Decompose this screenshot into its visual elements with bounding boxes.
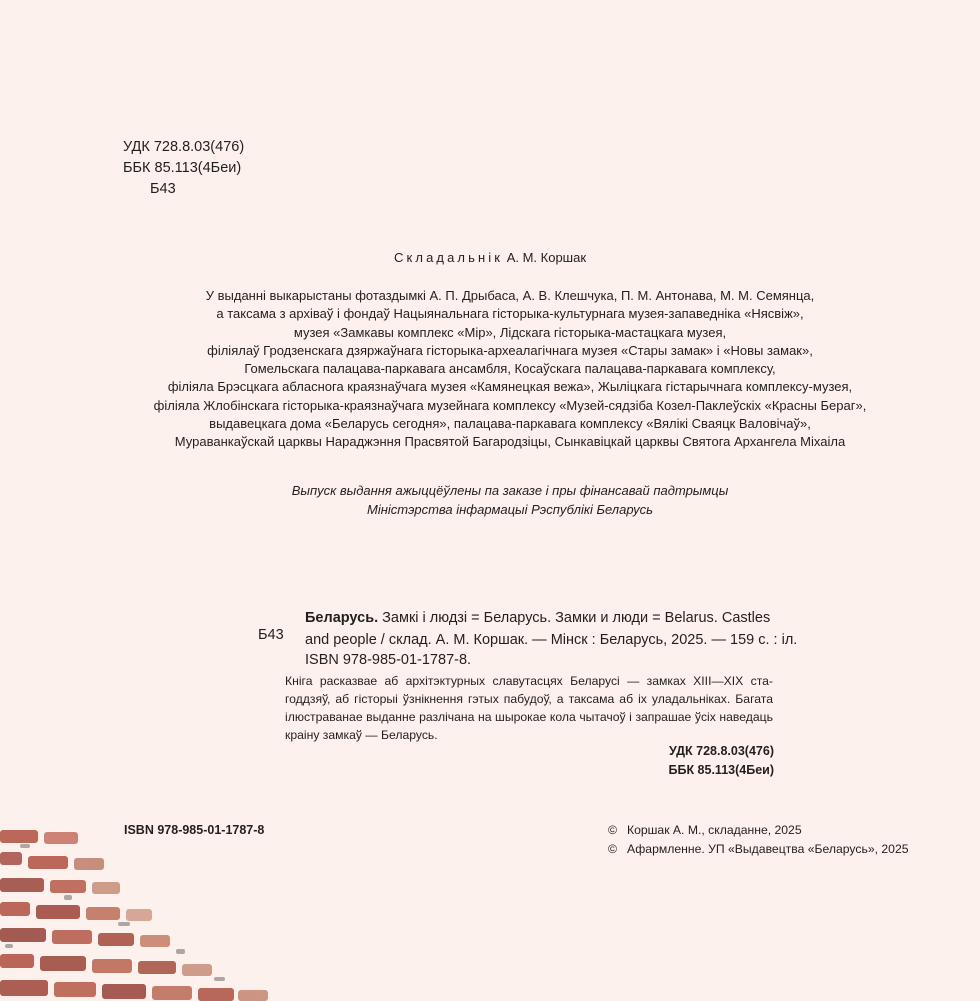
abstract-line: Кніга расказвае аб архітэктурных славутасцях Беларусі — замках XIII—XIX ста- bbox=[285, 674, 773, 688]
compiler-line bbox=[0, 250, 980, 265]
compiler-label: Складальнік bbox=[393, 250, 504, 265]
catalog-isbn: ISBN 978-985-01-1787-8. bbox=[305, 652, 472, 668]
abstract-line: годдзяў, аб гісторыі ўзнікнення гэтых пабудоў, а таксама аб іх уладальніках. Багата bbox=[285, 692, 773, 706]
catalog-author-mark: Б43 bbox=[258, 627, 284, 643]
compiler-name: А. М. Коршак bbox=[506, 250, 587, 265]
catalog-classification bbox=[560, 742, 774, 780]
copyright-icon: © bbox=[608, 842, 617, 856]
udk-code: УДК 728.8.03(476) bbox=[123, 139, 245, 155]
abstract-line: ілюстраванае выданне разлічана на шырокае кола чытачоў і запрашае ўсіх наведаць bbox=[285, 710, 773, 724]
copyright-icon: © bbox=[608, 823, 617, 837]
abstract-line: краіну замкаў — Беларусь. bbox=[285, 728, 438, 742]
credits-line: філіялаў Гродзенскага дзяржаўнага гісторыка-археалагічнага музея «Стары замак» і «Новы замак», bbox=[207, 342, 813, 358]
credits-line: Мураванкаўскай царквы Нараджэння Прасвятой Багародзіцы, Сынкавіцкай царквы Святога Архангела Міхаіла bbox=[174, 434, 846, 450]
catalog-udk: УДК 728.8.03(476) bbox=[669, 744, 774, 758]
catalog-title-bold: Беларусь. bbox=[305, 610, 379, 626]
credits-line: У выданні выкарыстаны фотаздымкі А. П. Дрыбаса, А. В. Клешчука, П. М. Антонава, М. М. Семянца, bbox=[205, 288, 815, 303]
catalog-title-rest: Замкі і людзі = Беларусь. Замки и люди = Belarus. Castles bbox=[378, 610, 771, 626]
book-abstract bbox=[285, 672, 773, 744]
credits-line: выдавецкага дома «Беларусь сегодня», палацава-паркавага комплексу «Вялікі Сваяцк Валовічаў», bbox=[209, 416, 811, 432]
copyright-text: Коршак А. М., складанне, 2025 bbox=[627, 823, 802, 837]
copyright-line bbox=[608, 840, 909, 859]
copyright-line bbox=[608, 821, 909, 840]
catalog-title-line2: and people / склад. А. М. Коршак. — Мінск : Беларусь, 2025. — 159 с. : іл. bbox=[305, 632, 798, 648]
credits-line: Гомельскага палацава-паркавага ансамбля, Косаўскага палацава-паркавага комплексу, bbox=[244, 361, 776, 377]
credits-line: музея «Замкавы комплекс «Мір», Лідскага гісторыка-мастацкага музея, bbox=[293, 324, 727, 340]
brick-wall-illustration bbox=[0, 812, 270, 1001]
catalog-bbk: ББК 85.113(4Беи) bbox=[668, 763, 774, 777]
bbk-code: ББК 85.113(4Беи) bbox=[123, 160, 242, 176]
credits-line: а таксама з архіваў і фондаў Нацыянальнага гісторыка-культурнага музея-запаведніка «Нясвіж», bbox=[216, 306, 804, 322]
copyright-block bbox=[608, 821, 909, 859]
classification-codes bbox=[123, 137, 244, 200]
catalog-entry bbox=[305, 607, 798, 651]
funding-line: Выпуск выдання ажыццёўлены па заказе і пры фінансавай падтрымцы bbox=[291, 483, 729, 498]
funding-note bbox=[150, 481, 870, 519]
photo-credits bbox=[150, 287, 870, 452]
credits-line: філіяла Жлобінскага гісторыка-краязнаўчага музейнага комплексу «Музей-сядзіба Козел-Паклеўскіх «Красны Бераг», bbox=[153, 397, 867, 413]
funding-line: Міністэрства інфармацыі Рэспублікі Беларусь bbox=[367, 502, 653, 517]
credits-line: філіяла Брэсцкага абласнога краязнаўчага музея «Камянецкая вежа», Жыліцкага гістарычнага комплексу-музея, bbox=[167, 379, 853, 395]
copyright-text: Афармленне. УП «Выдавецтва «Беларусь», 2025 bbox=[627, 842, 909, 856]
author-mark: Б43 bbox=[150, 181, 176, 197]
isbn-bottom: ISBN 978-985-01-1787-8 bbox=[124, 823, 265, 837]
